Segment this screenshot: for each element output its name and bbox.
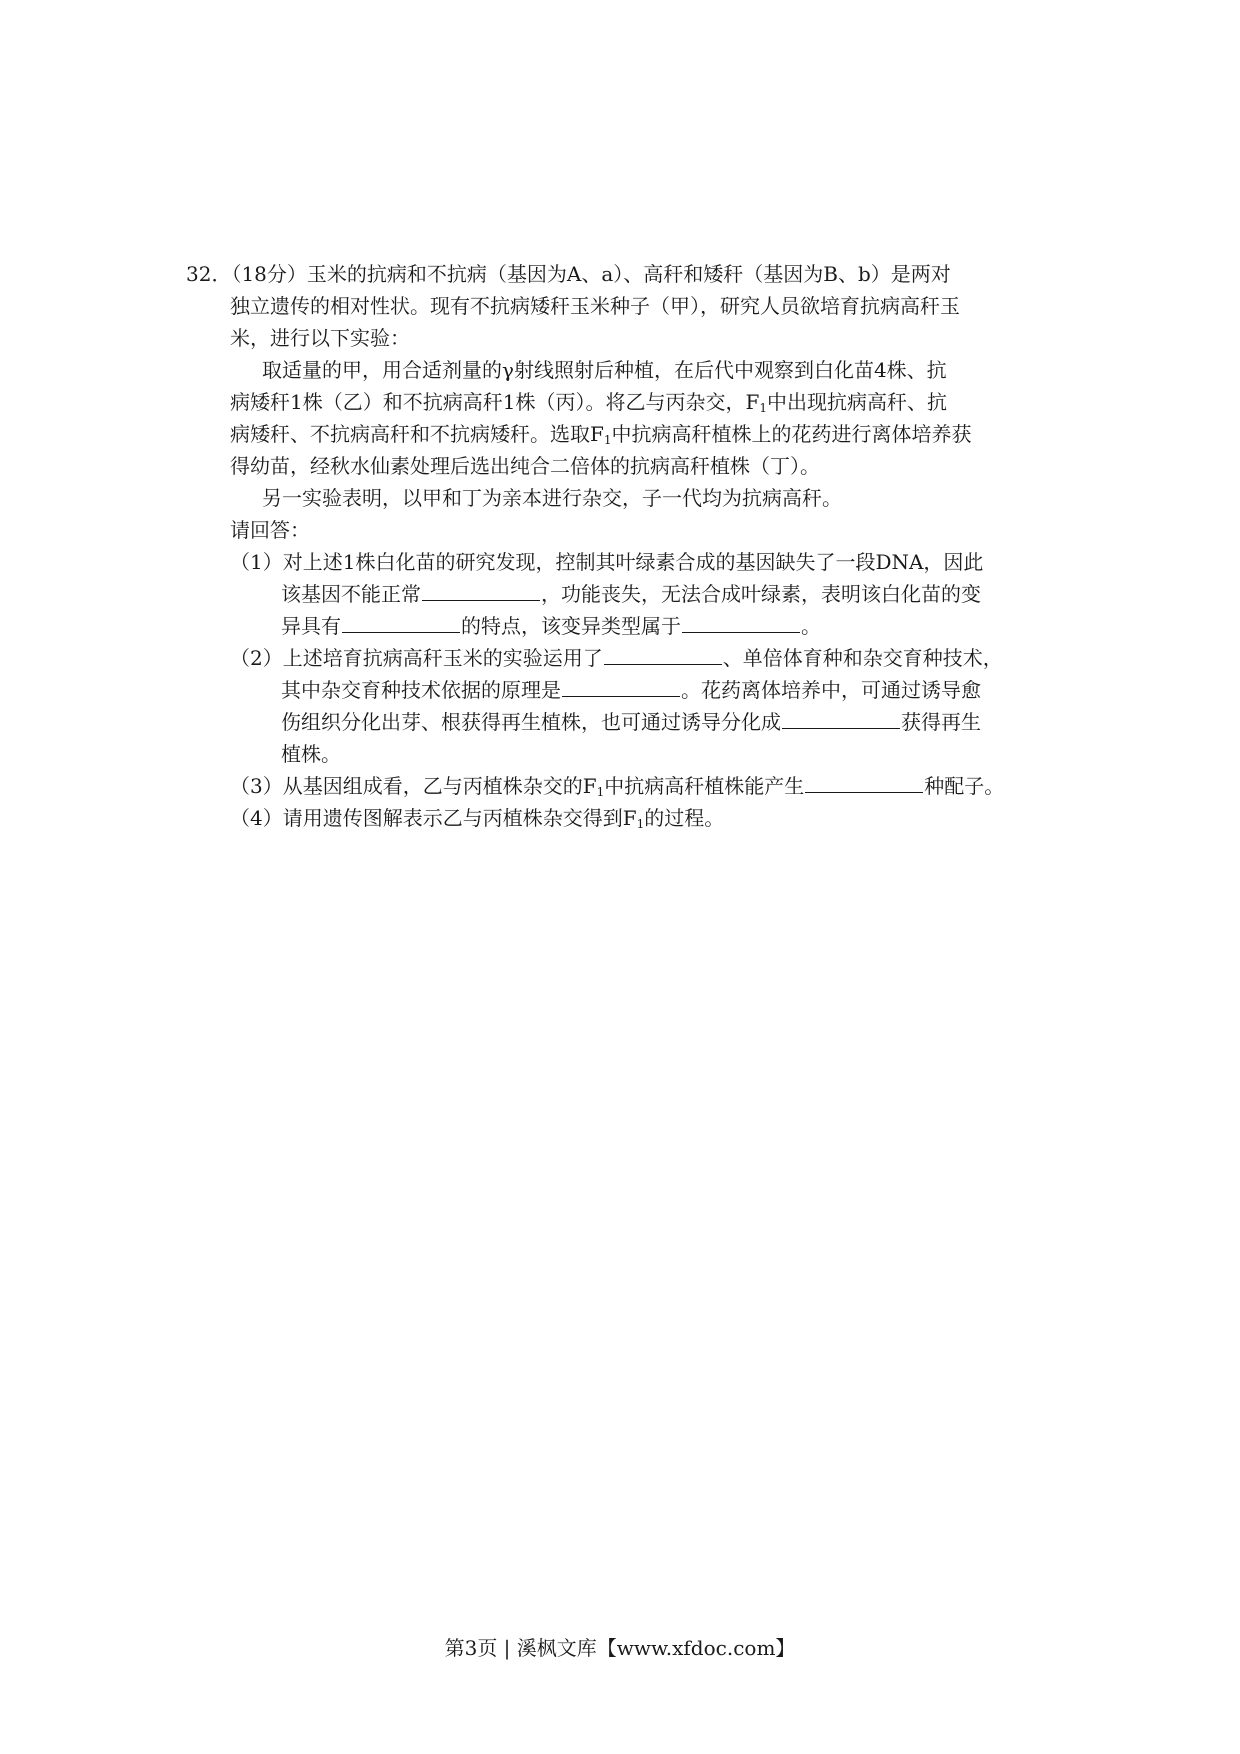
subquestion-1-line-1: （1）对上述1株白化苗的研究发现，控制其叶绿素合成的基因缺失了一段DNA，因此 — [230, 550, 984, 574]
subquestion-2-line-4: 植株。 — [281, 742, 341, 766]
second-experiment-paragraph: 另一实验表明，以甲和丁为亲本进行杂交，子一代均为抗病高秆。 — [262, 486, 842, 510]
answer-blank[interactable] — [562, 674, 680, 697]
question-stem-line-3: 米，进行以下实验： — [230, 326, 410, 350]
question-stem-line-1: 32．（18分）玉米的抗病和不抗病（基因为A、a）、高秆和矮秆（基因为B、b）是两对 — [186, 262, 951, 286]
question-stem-line-2: 独立遗传的相对性状。现有不抗病矮秆玉米种子（甲），研究人员欲培育抗病高秆玉 — [230, 294, 960, 318]
answer-prompt: 请回答： — [230, 518, 310, 542]
subquestion-3: （3）从基因组成看，乙与丙植株杂交的$F_1$中抗病高秆植株能产生 种配子。 — [230, 770, 1004, 802]
question-number: 32． — [186, 262, 232, 286]
subquestion-1-line-2: 该基因不能正常 ，功能丧失，无法合成叶绿素，表明该白化苗的变 — [281, 578, 981, 610]
experiment-paragraph-line-1: 取适量的甲，用合适剂量的γ射线照射后种植，在后代中观察到白化苗4株、抗 — [262, 358, 947, 382]
experiment-paragraph-line-4: 得幼苗，经秋水仙素处理后选出纯合二倍体的抗病高秆植株（丁）。 — [230, 454, 820, 478]
subquestion-2-line-2: 其中杂交育种技术依据的原理是 。花药离体培养中，可通过诱导愈 — [281, 674, 981, 706]
experiment-paragraph-line-2: 病矮秆1株（乙）和不抗病高秆1株（丙）。将乙与丙杂交，$F_1$中出现抗病高秆、抗 — [230, 390, 947, 415]
subquestion-1-line-3: 异具有 的特点，该变异类型属于 。 — [281, 610, 821, 642]
page-footer: 第3页 | 溪枫文库【www.xfdoc.com】 — [444, 1636, 796, 1660]
subquestion-2-line-3: 伤组织分化出芽、根获得再生植株，也可通过诱导分化成 获得再生 — [281, 706, 981, 738]
answer-blank[interactable] — [805, 770, 923, 793]
answer-blank[interactable] — [342, 610, 460, 633]
answer-blank[interactable] — [604, 642, 722, 665]
subquestion-2-line-1: （2）上述培育抗病高秆玉米的实验运用了 、单倍体育种和杂交育种技术， — [230, 642, 1003, 674]
experiment-paragraph-line-3: 病矮秆、不抗病高秆和不抗病矮秆。选取$F_1$中抗病高秆植株上的花药进行离体培养获 — [230, 422, 972, 447]
answer-blank[interactable] — [422, 578, 540, 601]
answer-blank[interactable] — [782, 706, 900, 729]
subquestion-4: （4）请用遗传图解表示乙与丙植株杂交得到$F_1$的过程。 — [230, 806, 725, 831]
answer-blank[interactable] — [682, 610, 800, 633]
